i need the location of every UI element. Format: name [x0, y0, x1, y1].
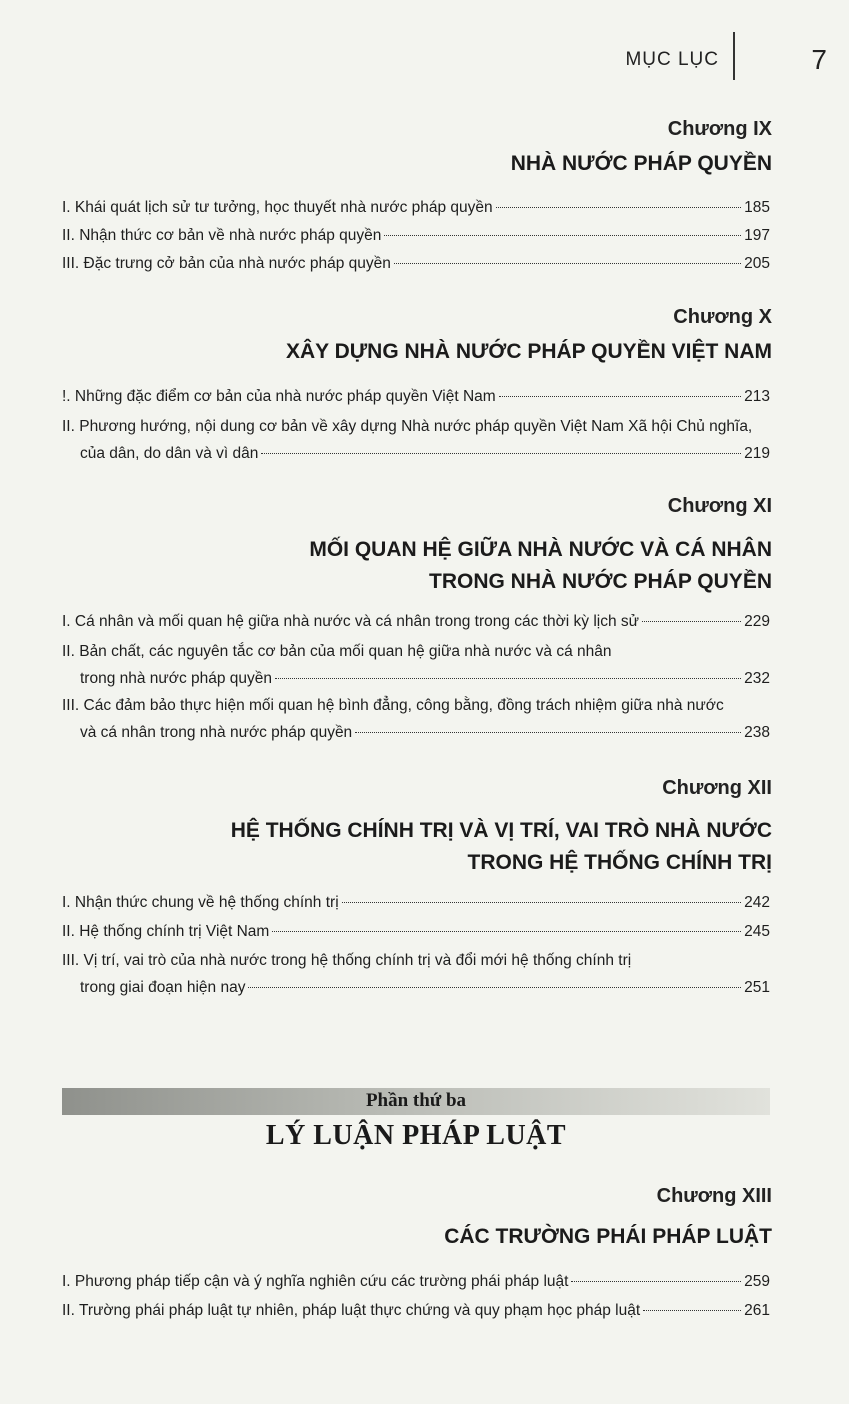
toc-entry-text: II. Trường phái pháp luật tự nhiên, pháp luật thực chứng và quy phạm học pháp luật: [62, 1302, 641, 1319]
running-header-title: MỤC LỤC: [625, 49, 719, 70]
toc-entry-page: 251: [744, 979, 770, 996]
toc-entry-page: 261: [744, 1302, 770, 1319]
chapter-title-line: XÂY DỰNG NHÀ NƯỚC PHÁP QUYỀN VIỆT NAM: [285, 340, 772, 363]
header-divider: [733, 32, 735, 80]
leader-dots: [342, 902, 741, 903]
running-header: [625, 40, 827, 80]
toc-entry[interactable]: [62, 1297, 770, 1324]
toc-entry-page: 242: [744, 894, 770, 911]
toc-entry-text: I. Khái quát lịch sử tư tưởng, học thuyết nhà nước pháp quyền: [62, 199, 493, 216]
toc-entry-page: 259: [744, 1273, 770, 1290]
toc-entry-first-line: III. Vị trí, vai trò của nhà nước trong hệ thống chính trị và đổi mới hệ thống chính trị: [62, 952, 632, 969]
toc-entry[interactable]: [62, 638, 770, 692]
toc-entry[interactable]: [62, 608, 770, 635]
leader-dots: [275, 678, 741, 679]
leader-dots: [496, 207, 741, 208]
chapter-title: [231, 815, 772, 879]
chapter-label: Chương IX: [667, 118, 772, 140]
chapter-title-line: CÁC TRƯỜNG PHÁI PHÁP LUẬT: [444, 1225, 772, 1248]
leader-dots: [642, 621, 741, 622]
toc-entry[interactable]: [62, 889, 770, 916]
part-title: LÝ LUẬN PHÁP LUẬT: [265, 1120, 567, 1151]
toc-entry-page: 213: [744, 388, 770, 405]
leader-dots: [499, 396, 741, 397]
chapter-title-line: TRONG HỆ THỐNG CHÍNH TRỊ: [467, 851, 772, 874]
chapter-title: [511, 148, 772, 180]
toc-entry-text: II. Nhận thức cơ bản về nhà nước pháp quyền: [62, 227, 382, 244]
leader-dots: [261, 453, 741, 454]
leader-dots: [248, 987, 741, 988]
page-number: 7: [811, 44, 827, 75]
toc-entry[interactable]: [62, 250, 770, 277]
toc-entry[interactable]: [62, 413, 770, 467]
part-label: Phần thứ ba: [365, 1090, 467, 1111]
toc-entry-first-line: II. Phương hướng, nội dung cơ bản về xây dựng Nhà nước pháp quyền Việt Nam Xã hội Chủ nghĩa,: [62, 418, 753, 435]
toc-entry-text: I. Phương pháp tiếp cận và ý nghĩa nghiên cứu các trường phái pháp luật: [62, 1273, 569, 1290]
toc-entry-page: 232: [744, 670, 770, 687]
toc-entry[interactable]: [62, 1268, 770, 1295]
chapter-title-line: NHÀ NƯỚC PHÁP QUYỀN: [510, 152, 772, 175]
chapter-label: Chương XII: [662, 777, 772, 799]
toc-entry-text: và cá nhân trong nhà nước pháp quyền: [80, 724, 353, 741]
toc-entry-text: của dân, do dân và vì dân: [80, 445, 259, 462]
leader-dots: [384, 235, 741, 236]
toc-entry-text: II. Hệ thống chính trị Việt Nam: [62, 923, 270, 940]
toc-entry[interactable]: [62, 194, 770, 221]
toc-entry-page: 238: [744, 724, 770, 741]
leader-dots: [272, 931, 741, 932]
toc-entry-page: 219: [744, 445, 770, 462]
chapter-title-line: TRONG NHÀ NƯỚC PHÁP QUYỀN: [429, 570, 772, 593]
chapter-title: [444, 1221, 772, 1253]
toc-entry[interactable]: [62, 918, 770, 945]
toc-entry-page: 185: [744, 199, 770, 216]
toc-entry-page: 229: [744, 613, 770, 630]
chapter-title: [309, 534, 772, 598]
leader-dots: [571, 1281, 741, 1282]
toc-entry-first-line: II. Bản chất, các nguyên tắc cơ bản của mối quan hệ giữa nhà nước và cá nhân: [62, 643, 612, 660]
chapter-title: [286, 336, 772, 368]
toc-entry-text: trong nhà nước pháp quyền: [80, 670, 273, 687]
chapter-title-line: HỆ THỐNG CHÍNH TRỊ VÀ VỊ TRÍ, VAI TRÒ NHÀ NƯỚC: [230, 819, 772, 842]
part-banner: [62, 1088, 770, 1115]
toc-entry-first-line: III. Các đảm bảo thực hiện mối quan hệ bình đẳng, công bằng, đồng trách nhiệm giữa nhà nước: [62, 697, 724, 714]
toc-entry-page: 205: [744, 255, 770, 272]
chapter-label: Chương XIII: [656, 1185, 772, 1207]
toc-entry-text: I. Nhận thức chung về hệ thống chính trị: [62, 894, 339, 911]
leader-dots: [355, 732, 741, 733]
chapter-title-line: MỐI QUAN HỆ GIỮA NHÀ NƯỚC VÀ CÁ NHÂN: [309, 538, 772, 561]
chapter-label: Chương X: [673, 306, 772, 328]
toc-entry-text: trong giai đoạn hiện nay: [80, 979, 246, 996]
leader-dots: [394, 263, 741, 264]
toc-entry[interactable]: [62, 222, 770, 249]
toc-entry[interactable]: [62, 947, 770, 1001]
toc-entry-page: 197: [744, 227, 770, 244]
leader-dots: [643, 1310, 741, 1311]
toc-entry-text: !. Những đặc điểm cơ bản của nhà nước pháp quyền Việt Nam: [62, 388, 496, 405]
toc-entry[interactable]: [62, 692, 770, 746]
toc-entry-text: I. Cá nhân và mối quan hệ giữa nhà nước và cá nhân trong trong các thời kỳ lịch sử: [62, 613, 640, 630]
toc-entry-text: III. Đặc trưng cở bản của nhà nước pháp quyền: [62, 255, 391, 272]
toc-entry[interactable]: [62, 383, 770, 410]
chapter-label: Chương XI: [667, 495, 772, 517]
toc-entry-page: 245: [744, 923, 770, 940]
